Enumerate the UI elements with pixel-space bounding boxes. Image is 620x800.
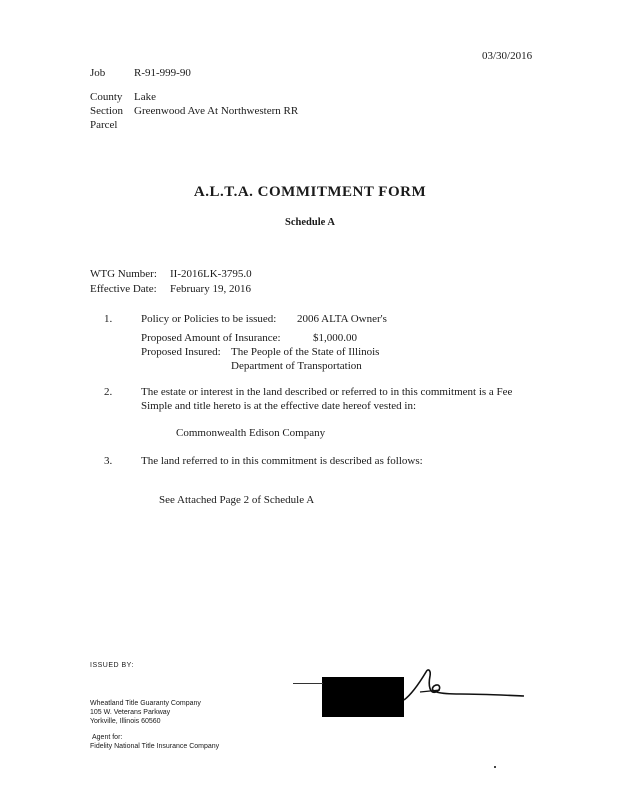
redaction-block [322,677,404,717]
vested-owner: Commonwealth Edison Company [176,427,326,439]
issuer-city: Yorkville, Illinois 60560 [90,718,161,725]
signature-line [293,683,323,684]
wtg-number-label: WTG Number: [90,268,157,280]
section-value: Greenwood Ave At Northwestern RR [134,105,299,117]
amount-value: $1,000.00 [313,332,357,344]
effective-date-label: Effective Date: [90,283,157,295]
section-label: Section [90,105,123,117]
job-value: R-91-999-90 [134,67,191,79]
item-1-number: 1. [104,313,113,325]
effective-date-value: February 19, 2016 [170,283,251,295]
item-3-text: The land referred to in this commitment is described as follows: [141,455,423,467]
job-label: Job [90,67,106,79]
wtg-number-value: II-2016LK-3795.0 [170,268,252,280]
agent-company: Fidelity National Title Insurance Company [90,743,220,750]
wtg-number-row [90,268,252,280]
item-2-text-line-2: Simple and title hereto is at the effective date hereof vested in: [141,400,416,412]
scan-speck [494,766,496,768]
insured-label: Proposed Insured: [141,346,221,358]
item-2-text-line-1: The estate or interest in the land described or referred to in this commitment is a Fee [141,386,513,398]
page-title: A.L.T.A. COMMITMENT FORM [193,184,427,200]
amount-label: Proposed Amount of Insurance: [141,332,281,344]
page-subtitle: Schedule A [285,217,335,228]
county-row [90,91,156,103]
attached-note: See Attached Page 2 of Schedule A [159,494,315,506]
county-value: Lake [134,91,156,103]
item-3-number: 3. [104,455,113,467]
policy-label: Policy or Policies to be issued: [141,313,277,325]
insured-line-2: Department of Transportation [231,360,362,372]
document-date: 03/30/2016 [482,50,533,62]
signature-mark [400,664,530,714]
parcel-label: Parcel [90,119,118,131]
issued-by-label: ISSUED BY: [90,662,134,669]
section-row [90,105,298,117]
agent-label: Agent for: [92,734,123,741]
parcel-row [90,119,134,131]
county-label: County [90,91,123,103]
item-2-number: 2. [104,386,113,398]
effective-date-row [90,283,251,295]
policy-value: 2006 ALTA Owner's [297,313,387,325]
insured-line-1: The People of the State of Illinois [231,346,380,358]
issuer-address: 105 W. Veterans Parkway [90,709,171,716]
job-row [90,67,191,79]
issuer-company: Wheatland Title Guaranty Company [90,700,201,707]
